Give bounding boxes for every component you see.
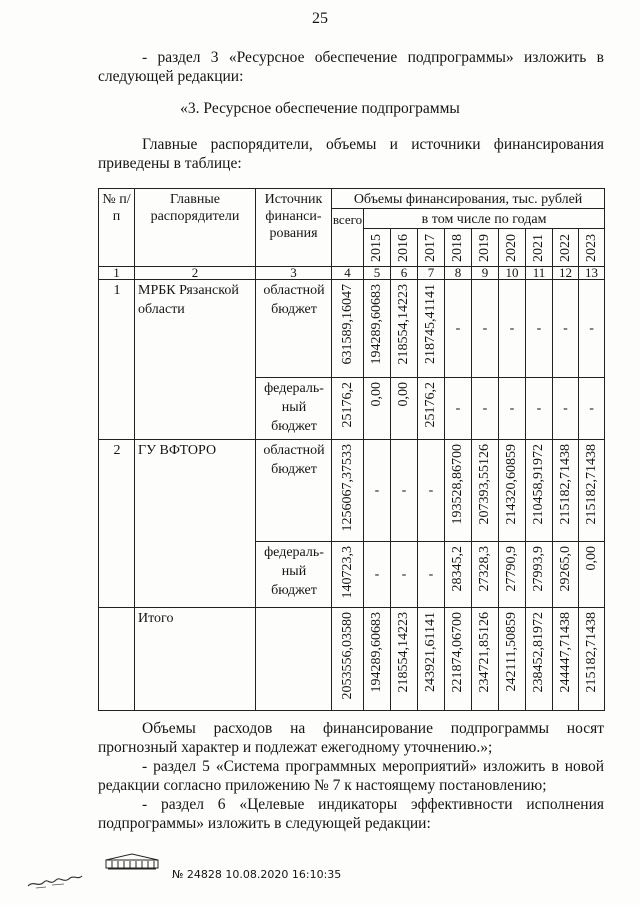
- value-cell: -: [579, 378, 605, 440]
- value-cell: 243921,61141: [418, 608, 445, 711]
- header-year: 2017: [418, 229, 445, 267]
- intro-line-2: следующей редакции:: [98, 68, 244, 85]
- total-label: Итого: [135, 608, 256, 711]
- column-number: 7: [418, 267, 445, 280]
- value-cell: 207393,55126: [472, 440, 499, 542]
- value-cell: -: [499, 378, 526, 440]
- header-managers: Главные распорядители: [135, 189, 256, 267]
- value-cell: -: [553, 280, 579, 378]
- column-number: 8: [445, 267, 472, 280]
- row-num: [99, 608, 135, 711]
- value-cell: 210458,91972: [526, 440, 553, 542]
- value-cell: 25176,2: [418, 378, 445, 440]
- value-cell: -: [472, 280, 499, 378]
- value-cell: 218554,14223: [391, 280, 418, 378]
- header-year: 2018: [445, 229, 472, 267]
- header-source: Источник финанси-рования: [256, 189, 332, 267]
- value-cell: 0,00: [364, 378, 391, 440]
- value-cell: 1256067,37533: [332, 440, 364, 542]
- page-number: 25: [312, 10, 328, 27]
- value-cell: 238452,81972: [526, 608, 553, 711]
- value-cell: -: [553, 378, 579, 440]
- column-number: 13: [579, 267, 605, 280]
- value-cell: 29265,0: [553, 542, 579, 608]
- after-p1-line-2: прогнозный характер и подлежат ежегодному уточнению.»;: [98, 739, 493, 756]
- manager-name: ГУ ВФТОРО: [135, 440, 256, 608]
- header-by-years: в том числе по годам: [364, 209, 605, 229]
- value-cell: 631589,16047: [332, 280, 364, 378]
- header-year: 2023: [579, 229, 605, 267]
- intro-line-1: - раздел 3 «Ресурсное обеспечение подпрограммы» изложить в: [142, 49, 604, 66]
- value-cell: -: [391, 440, 418, 542]
- value-cell: 27328,3: [472, 542, 499, 608]
- source-name: областной бюджет: [256, 280, 332, 378]
- section-title: «3. Ресурсное обеспечение подпрограммы: [180, 100, 460, 117]
- value-cell: 27790,9: [499, 542, 526, 608]
- value-cell: -: [418, 440, 445, 542]
- after-p2-line-2: редакции согласно приложению № 7 к настоящему постановлению;: [98, 777, 547, 794]
- header-year: 2015: [364, 229, 391, 267]
- after-p2-line-1: - раздел 5 «Система программных мероприятий» изложить в новой: [142, 758, 604, 775]
- financing-table: [98, 188, 605, 711]
- header-year: 2021: [526, 229, 553, 267]
- header-year: 2019: [472, 229, 499, 267]
- value-cell: 2053556,03580: [332, 608, 364, 711]
- value-cell: -: [364, 440, 391, 542]
- header-year: 2016: [391, 229, 418, 267]
- value-cell: 194289,60683: [364, 608, 391, 711]
- value-cell: 221874,06700: [445, 608, 472, 711]
- table-row: [99, 280, 605, 378]
- after-p3-line-1: - раздел 6 «Целевые индикаторы эффективности исполнения: [142, 796, 604, 813]
- after-p1-line-1: Объемы расходов на финансирование подпрограммы носят: [142, 720, 604, 737]
- table-row: [99, 440, 605, 542]
- value-cell: -: [499, 280, 526, 378]
- table-intro-line-1: Главные распорядители, объемы и источники финансирования: [142, 136, 604, 153]
- value-cell: 140723,3: [332, 542, 364, 608]
- source-name: федераль-ный бюджет: [256, 378, 332, 440]
- registration-stamp: № 24828 10.08.2020 16:10:35: [172, 868, 342, 881]
- value-cell: -: [579, 280, 605, 378]
- value-cell: -: [472, 378, 499, 440]
- value-cell: -: [418, 542, 445, 608]
- value-cell: 0,00: [391, 378, 418, 440]
- value-cell: 28345,2: [445, 542, 472, 608]
- column-number: 10: [499, 267, 526, 280]
- column-number-row: [99, 267, 605, 280]
- source-name: областной бюджет: [256, 440, 332, 542]
- value-cell: 218745,41141: [418, 280, 445, 378]
- building-logo-icon: [104, 852, 160, 870]
- value-cell: -: [391, 542, 418, 608]
- header-year: 2020: [499, 229, 526, 267]
- header-year: 2022: [553, 229, 579, 267]
- header-volumes: Объемы финансирования, тыс. рублей: [332, 189, 605, 209]
- table-intro-line-2: приведены в таблице:: [98, 155, 242, 172]
- row-num: 1: [99, 280, 135, 440]
- value-cell: 242111,50859: [499, 608, 526, 711]
- column-number: 4: [332, 267, 364, 280]
- value-cell: 234721,85126: [472, 608, 499, 711]
- source-name: федераль-ный бюджет: [256, 542, 332, 608]
- column-number: 6: [391, 267, 418, 280]
- value-cell: 215182,71438: [553, 440, 579, 542]
- row-num: 2: [99, 440, 135, 608]
- value-cell: 244447,71438: [553, 608, 579, 711]
- value-cell: 218554,14223: [391, 608, 418, 711]
- total-row: [99, 608, 605, 711]
- column-number: 9: [472, 267, 499, 280]
- header-total: всего: [332, 209, 364, 267]
- value-cell: -: [445, 378, 472, 440]
- value-cell: 194289,60683: [364, 280, 391, 378]
- value-cell: 214320,60859: [499, 440, 526, 542]
- value-cell: 0,00: [579, 542, 605, 608]
- value-cell: 193528,86700: [445, 440, 472, 542]
- value-cell: -: [526, 280, 553, 378]
- column-number: 12: [553, 267, 579, 280]
- value-cell: 25176,2: [332, 378, 364, 440]
- after-p3-line-2: подпрограммы» изложить в следующей редакции:: [98, 815, 431, 832]
- column-number: 2: [135, 267, 256, 280]
- value-cell: -: [526, 378, 553, 440]
- source-name: [256, 608, 332, 711]
- value-cell: -: [445, 280, 472, 378]
- manager-name: МРБК Рязанской области: [135, 280, 256, 440]
- value-cell: -: [364, 542, 391, 608]
- column-number: 11: [526, 267, 553, 280]
- column-number: 3: [256, 267, 332, 280]
- value-cell: 27993,9: [526, 542, 553, 608]
- signature-icon: [24, 866, 84, 892]
- column-number: 1: [99, 267, 135, 280]
- value-cell: 215182,71438: [579, 440, 605, 542]
- value-cell: 215182,71438: [579, 608, 605, 711]
- column-number: 5: [364, 267, 391, 280]
- header-num: № п/п: [99, 189, 135, 267]
